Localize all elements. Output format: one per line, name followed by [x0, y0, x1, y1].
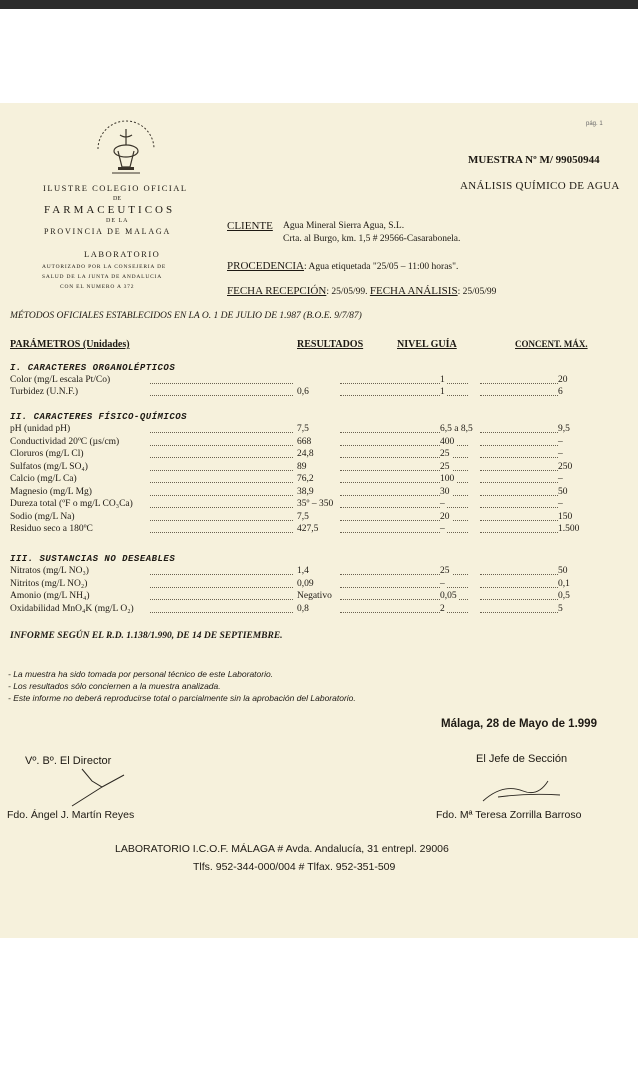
jefe-seccion: El Jefe de Sección	[476, 753, 568, 765]
dotted-leader	[480, 599, 560, 600]
colegio-line-1: ILUSTRE COLEGIO OFICIAL	[43, 183, 188, 193]
autorizado-line-2: SALUD DE LA JUNTA DE ANDALUCIA	[42, 274, 162, 280]
dotted-leader	[340, 532, 468, 533]
dotted-leader	[150, 383, 293, 384]
analisis-title: ANÁLISIS QUÍMICO DE AGUA	[460, 180, 620, 192]
dotted-leader	[480, 432, 560, 433]
cliente-name: Agua Mineral Sierra Agua, S.L.	[283, 221, 405, 231]
colegio-seal-icon	[88, 109, 164, 185]
nivel-guia-cell: 1	[440, 387, 445, 397]
colegio-line-3: FARMACEUTICOS	[44, 204, 176, 216]
section-organolepticos: I. CARACTERES ORGANOLÉPTICOS	[10, 363, 176, 373]
fecha-analisis-label: FECHA ANÁLISIS	[369, 285, 458, 297]
nivel-guia-cell: 25	[440, 449, 450, 459]
dotted-leader	[480, 587, 560, 588]
param-cell: Dureza total (ºF o mg/L CO₃Ca)	[10, 499, 133, 509]
result-cell: 7,5	[297, 511, 309, 522]
param-cell: Sodio (mg/L Na)	[10, 511, 75, 522]
dotted-leader	[150, 612, 293, 613]
table-row	[10, 474, 600, 485]
informe-segun: INFORME SEGÚN EL R.D. 1.138/1.990, DE 14 DE SEPTIEMBRE.	[10, 631, 283, 641]
header-resultados: RESULTADOS	[297, 339, 364, 350]
param-cell: Sulfatos (mg/L SO₄)	[10, 461, 88, 472]
dotted-leader	[150, 587, 293, 588]
autorizado-line-1: AUTORIZADO POR LA CONSEJERIA DE	[42, 264, 167, 270]
param-cell: Color (mg/L escala Pt/Co)	[10, 375, 111, 385]
concent-max-cell: 0,5	[558, 591, 570, 601]
concent-max-cell: 50	[558, 566, 568, 576]
param-cell: Turbidez (U.N.F.)	[10, 387, 79, 397]
result-cell: 1,4	[297, 566, 309, 576]
table-row	[10, 424, 600, 435]
result-cell: 89	[297, 461, 307, 472]
cliente-address: Crta. al Burgo, km. 1,5 # 29566-Casarabonela.	[283, 234, 461, 244]
procedencia-label: PROCEDENCIA	[227, 260, 305, 272]
dotted-leader	[150, 520, 293, 521]
dotted-leader	[150, 470, 293, 471]
concent-max-cell: –	[558, 499, 563, 509]
footer-phones: Tlfs. 952-344-000/004 # Tlfax. 952-351-509	[193, 861, 396, 873]
director-signature-icon	[62, 761, 142, 811]
table-row	[10, 591, 600, 602]
nivel-guia-cell: –	[440, 524, 445, 534]
fecha-lugar: Málaga, 28 de Mayo de 1.999	[441, 718, 597, 730]
dotted-leader	[480, 507, 560, 508]
note-1: - La muestra ha sido tomada por personal técnico de este Laboratorio.	[8, 669, 274, 679]
concent-max-cell: 9,5	[558, 424, 570, 434]
param-cell: Nitratos (mg/L NO₃)	[10, 566, 89, 576]
result-cell: 0,8	[297, 603, 309, 614]
dotted-leader	[150, 532, 293, 533]
result-cell: 7,5	[297, 424, 309, 434]
procedencia-value: : Agua etiquetada "25/05 – 11:00 horas".	[304, 262, 459, 272]
dotted-leader	[480, 532, 560, 533]
param-cell: pH (unidad pH)	[10, 424, 71, 434]
header-parametros: PARÁMETROS (Unidades)	[10, 339, 130, 350]
note-3: - Este informe no deberá reproducirse total o parcialmente sin la aprobación del Laboratorio.	[8, 693, 356, 703]
table-row	[10, 604, 600, 615]
dotted-leader	[150, 599, 293, 600]
table-row	[10, 487, 600, 498]
concent-max-cell: –	[558, 474, 563, 484]
table-row	[10, 524, 600, 535]
nivel-guia-cell: 400	[440, 436, 455, 447]
concent-max-cell: 6	[558, 387, 563, 397]
concent-max-cell: –	[558, 449, 563, 459]
dotted-leader	[150, 457, 293, 458]
procedencia-line	[227, 260, 458, 272]
concent-max-cell: 150	[558, 511, 573, 522]
table-row	[10, 387, 600, 398]
param-cell: Conductividad 20ºC (µs/cm)	[10, 436, 120, 447]
result-cell: 38,9	[297, 486, 314, 497]
concent-max-cell: 250	[558, 461, 573, 472]
dotted-leader	[340, 507, 468, 508]
result-cell: Negativo	[297, 591, 332, 601]
nivel-guia-cell: 20	[440, 511, 450, 522]
concent-max-cell: 50	[558, 486, 568, 497]
result-cell: 0,6	[297, 387, 309, 397]
firma-jefe: Fdo. Mª Teresa Zorrilla Barroso	[436, 809, 582, 821]
dotted-leader	[150, 432, 293, 433]
param-cell: Oxidabilidad MnO₄K (mg/L O₂)	[10, 603, 134, 614]
dotted-leader	[480, 495, 560, 496]
colegio-line-5: PROVINCIA DE MALAGA	[44, 227, 172, 236]
param-cell: Calcio (mg/L Ca)	[10, 474, 77, 484]
result-cell: 427,5	[297, 524, 319, 534]
dotted-leader	[340, 612, 468, 613]
nivel-guia-cell: 100	[440, 474, 455, 484]
table-row	[10, 462, 600, 473]
table-row	[10, 499, 600, 510]
dotted-leader	[150, 395, 293, 396]
page-reference: pág. 1	[586, 121, 603, 127]
table-row	[10, 566, 600, 577]
colegio-line-2: DE	[113, 196, 121, 202]
result-cell: 24,8	[297, 449, 314, 459]
result-cell: 668	[297, 436, 312, 447]
table-row	[10, 512, 600, 523]
document-page	[0, 103, 638, 938]
table-row	[10, 437, 600, 448]
nivel-guia-cell: 2	[440, 603, 445, 614]
dotted-leader	[480, 445, 560, 446]
section-no-deseables: III. SUSTANCIAS NO DESEABLES	[10, 554, 176, 564]
dotted-leader	[480, 395, 560, 396]
dotted-leader	[150, 495, 293, 496]
result-cell: 0,09	[297, 578, 314, 589]
note-2: - Los resultados sólo conciernen a la muestra analizada.	[8, 681, 221, 691]
cliente-label: CLIENTE	[227, 220, 273, 232]
result-cell: 76,2	[297, 474, 314, 484]
colegio-line-4: DE LA	[106, 218, 129, 224]
header-nivel-guia: NIVEL GUÍA	[397, 339, 457, 350]
footer-address: LABORATORIO I.C.O.F. MÁLAGA # Avda. Andalucía, 31 entrepl. 29006	[115, 843, 449, 855]
colegio-line-6: LABORATORIO	[84, 249, 161, 259]
dotted-leader	[150, 507, 293, 508]
concent-max-cell: 0,1	[558, 578, 570, 589]
metodos-oficiales: MÉTODOS OFICIALES ESTABLECIDOS EN LA O. 1 DE JULIO DE 1.987 (B.O.E. 9/7/87)	[10, 311, 362, 321]
dotted-leader	[480, 470, 560, 471]
dotted-leader	[150, 482, 293, 483]
nivel-guia-cell: 25	[440, 566, 450, 576]
table-row	[10, 579, 600, 590]
param-cell: Amonio (mg/L NH₄)	[10, 591, 90, 601]
dotted-leader	[480, 482, 560, 483]
fecha-recepcion-value: : 25/05/99.	[326, 287, 368, 297]
header-concent-max: CONCENT. MÁX.	[515, 339, 588, 349]
dotted-leader	[340, 395, 468, 396]
concent-max-cell: –	[558, 436, 563, 447]
autorizado-line-3: CON EL NUMERO A 372	[60, 284, 135, 290]
top-status-bar	[0, 0, 638, 9]
param-cell: Nitritos (mg/L NO₂)	[10, 578, 88, 589]
nivel-guia-cell: –	[440, 499, 445, 509]
vb-director: Vº. Bº. El Director	[25, 755, 112, 767]
result-cell: 35º – 350	[297, 499, 334, 509]
dotted-leader	[480, 574, 560, 575]
firma-director: Fdo. Ángel J. Martín Reyes	[7, 809, 135, 821]
dotted-leader	[480, 612, 560, 613]
nivel-guia-cell: 6,5 a 8,5	[440, 424, 473, 434]
dotted-leader	[480, 520, 560, 521]
concent-max-cell: 20	[558, 375, 568, 385]
dotted-leader	[480, 383, 560, 384]
jefe-signature-icon	[478, 775, 568, 807]
param-cell: Residuo seco a 180ºC	[10, 524, 93, 534]
dotted-leader	[340, 383, 468, 384]
dotted-leader	[150, 445, 293, 446]
nivel-guia-cell: 25	[440, 461, 450, 472]
nivel-guia-cell: 30	[440, 486, 450, 497]
concent-max-cell: 5	[558, 603, 563, 614]
table-row	[10, 375, 600, 386]
dotted-leader	[150, 574, 293, 575]
dotted-leader	[340, 587, 468, 588]
section-fisico-quimicos: II. CARACTERES FÍSICO-QUÍMICOS	[10, 412, 188, 422]
fecha-analisis-value: : 25/05/99	[457, 287, 497, 297]
param-cell: Magnesio (mg/L Mg)	[10, 486, 92, 497]
concent-max-cell: 1.500	[558, 524, 580, 534]
nivel-guia-cell: –	[440, 578, 445, 589]
dotted-leader	[480, 457, 560, 458]
fechas-line	[227, 285, 496, 297]
nivel-guia-cell: 1	[440, 375, 445, 385]
table-row	[10, 449, 600, 460]
muestra-number: MUESTRA Nº M/ 99050944	[468, 154, 600, 166]
fecha-recepcion-label: FECHA RECEPCIÓN	[227, 285, 327, 297]
param-cell: Cloruros (mg/L Cl)	[10, 449, 84, 459]
nivel-guia-cell: 0,05	[440, 591, 457, 601]
